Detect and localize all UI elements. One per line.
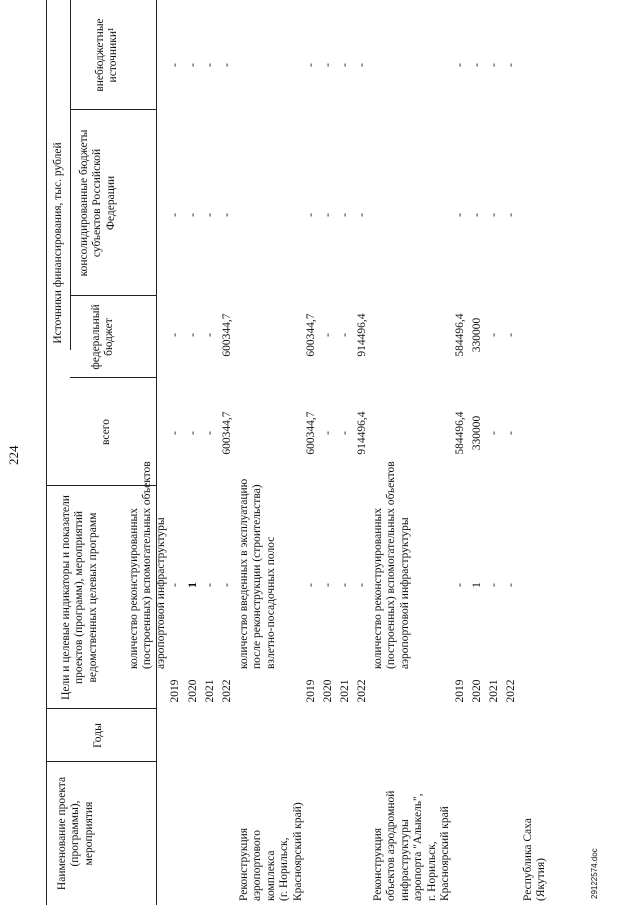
row-1-regional: - [204, 213, 216, 217]
row-3-indicator-value: 1 [471, 582, 483, 588]
row-1-federal: - [169, 333, 181, 337]
row-1-offbudget: - [204, 63, 216, 67]
row-3-total: - [488, 431, 500, 435]
row-2-year: 2021 [339, 679, 351, 703]
header-offbudget: внебюджетные источники¹ [94, 18, 120, 92]
row-2-offbudget: - [356, 63, 368, 67]
row-1-year: 2020 [187, 679, 199, 703]
row-3-regional: - [471, 213, 483, 217]
header-indicators: Цели и целевые индикаторы и показатели проектов (программ), мероприятий ведомственных целевых программ [60, 495, 99, 700]
row-2-regional: - [305, 213, 317, 217]
row-2-total: 914496,4 [356, 411, 368, 455]
header-bottom-border [156, 0, 157, 905]
row-1-indicator-value: - [169, 583, 181, 587]
row-3-total: - [505, 431, 517, 435]
row-2-offbudget: - [339, 63, 351, 67]
row-1-federal: 600344,7 [221, 313, 233, 357]
row-1-year: 2019 [169, 679, 181, 703]
row-2-year: 2019 [305, 679, 317, 703]
row-2-federal: 600344,7 [305, 313, 317, 357]
row-3-offbudget: - [454, 63, 466, 67]
row-1-total: - [204, 431, 216, 435]
row-3-offbudget: - [488, 63, 500, 67]
footer-filename: 29122574.doc [590, 848, 599, 899]
row-3-regional: - [454, 213, 466, 217]
row-3-federal: - [488, 333, 500, 337]
row-3-project: Реконструкция объектов аэродромной инфраструктуры аэропорта "Алыкель", г. Норильск, Красноярский край [372, 790, 452, 901]
row-4-project: Республика Саха (Якутия) [522, 818, 548, 901]
row-2-year: 2020 [322, 679, 334, 703]
row-3-total: 330000 [471, 415, 483, 451]
row-3-offbudget: - [471, 63, 483, 67]
row-2-indicator-value: - [339, 583, 351, 587]
row-1-year: 2022 [221, 679, 233, 703]
row-3-indicator-value: - [454, 583, 466, 587]
row-2-regional: - [356, 213, 368, 217]
row-2-year: 2022 [356, 679, 368, 703]
header-project-name: Наименование проекта (программы), мероприятия [56, 776, 95, 891]
row-2-offbudget: - [322, 63, 334, 67]
row-2-federal: - [322, 333, 334, 337]
row-3-indicator-value: - [488, 583, 500, 587]
row-1-federal: - [187, 333, 199, 337]
row-1-offbudget: - [169, 63, 181, 67]
row-2-indicator-value: - [305, 583, 317, 587]
row-3-regional: - [505, 213, 517, 217]
row-3-indicator-value: - [505, 583, 517, 587]
row-2-offbudget: - [305, 63, 317, 67]
row-1-total: 600344,7 [221, 411, 233, 455]
row-1-total: - [169, 431, 181, 435]
row-2-regional: - [339, 213, 351, 217]
row-1-regional: - [221, 213, 233, 217]
row-2-total: 600344,7 [305, 411, 317, 455]
table-top-border [46, 0, 47, 905]
page-number: 224 [6, 445, 21, 465]
header-sources: Источники финансирования, тыс. рублей [52, 142, 64, 344]
row-1-indicator-value: 1 [187, 582, 199, 588]
row-2-federal: 914496,4 [356, 313, 368, 357]
row-3-indicator: количество реконструированных (построенных) вспомогательных объектов аэропортовой инфраструктуры [372, 461, 411, 669]
row-1-federal: - [204, 333, 216, 337]
row-3-federal: - [505, 333, 517, 337]
header-years: Годы [92, 723, 104, 748]
row-3-regional: - [488, 213, 500, 217]
row-2-regional: - [322, 213, 334, 217]
sources-header-divider [70, 0, 71, 350]
row-1-offbudget: - [221, 63, 233, 67]
row-2-project: Реконструкция аэропортового комплекса (г. Норильск, Красноярский край) [238, 802, 304, 901]
header-regional: консолидированные бюджеты субъектов Российской Федерации [78, 129, 117, 277]
header-total: всего [100, 419, 112, 445]
row-3-year: 2021 [488, 679, 500, 703]
row-3-year: 2022 [505, 679, 517, 703]
row-2-federal: - [339, 333, 351, 337]
row-2-total: - [322, 431, 334, 435]
row-3-total: 584496,4 [454, 411, 466, 455]
row-1-offbudget: - [187, 63, 199, 67]
row-1-total: - [187, 431, 199, 435]
row-1-indicator-value: - [221, 583, 233, 587]
row-3-year: 2020 [471, 679, 483, 703]
row-1-indicator: количество реконструированных (построенных) вспомогательных объектов аэропортовой инфраструктуры [128, 461, 167, 669]
row-2-total: - [339, 431, 351, 435]
row-1-regional: - [169, 213, 181, 217]
row-2-indicator: количество введенных в эксплуатацию после реконструкции (строительства) взлетно-посадочных полос [238, 478, 277, 669]
row-1-year: 2021 [204, 679, 216, 703]
header-federal: федеральный бюджет [90, 304, 116, 370]
row-1-regional: - [187, 213, 199, 217]
row-1-indicator-value: - [204, 583, 216, 587]
row-3-offbudget: - [505, 63, 517, 67]
row-2-indicator-value: - [322, 583, 334, 587]
row-3-federal: 584496,4 [454, 313, 466, 357]
row-2-indicator-value: - [356, 583, 368, 587]
row-3-federal: 330000 [471, 317, 483, 353]
row-3-year: 2019 [454, 679, 466, 703]
